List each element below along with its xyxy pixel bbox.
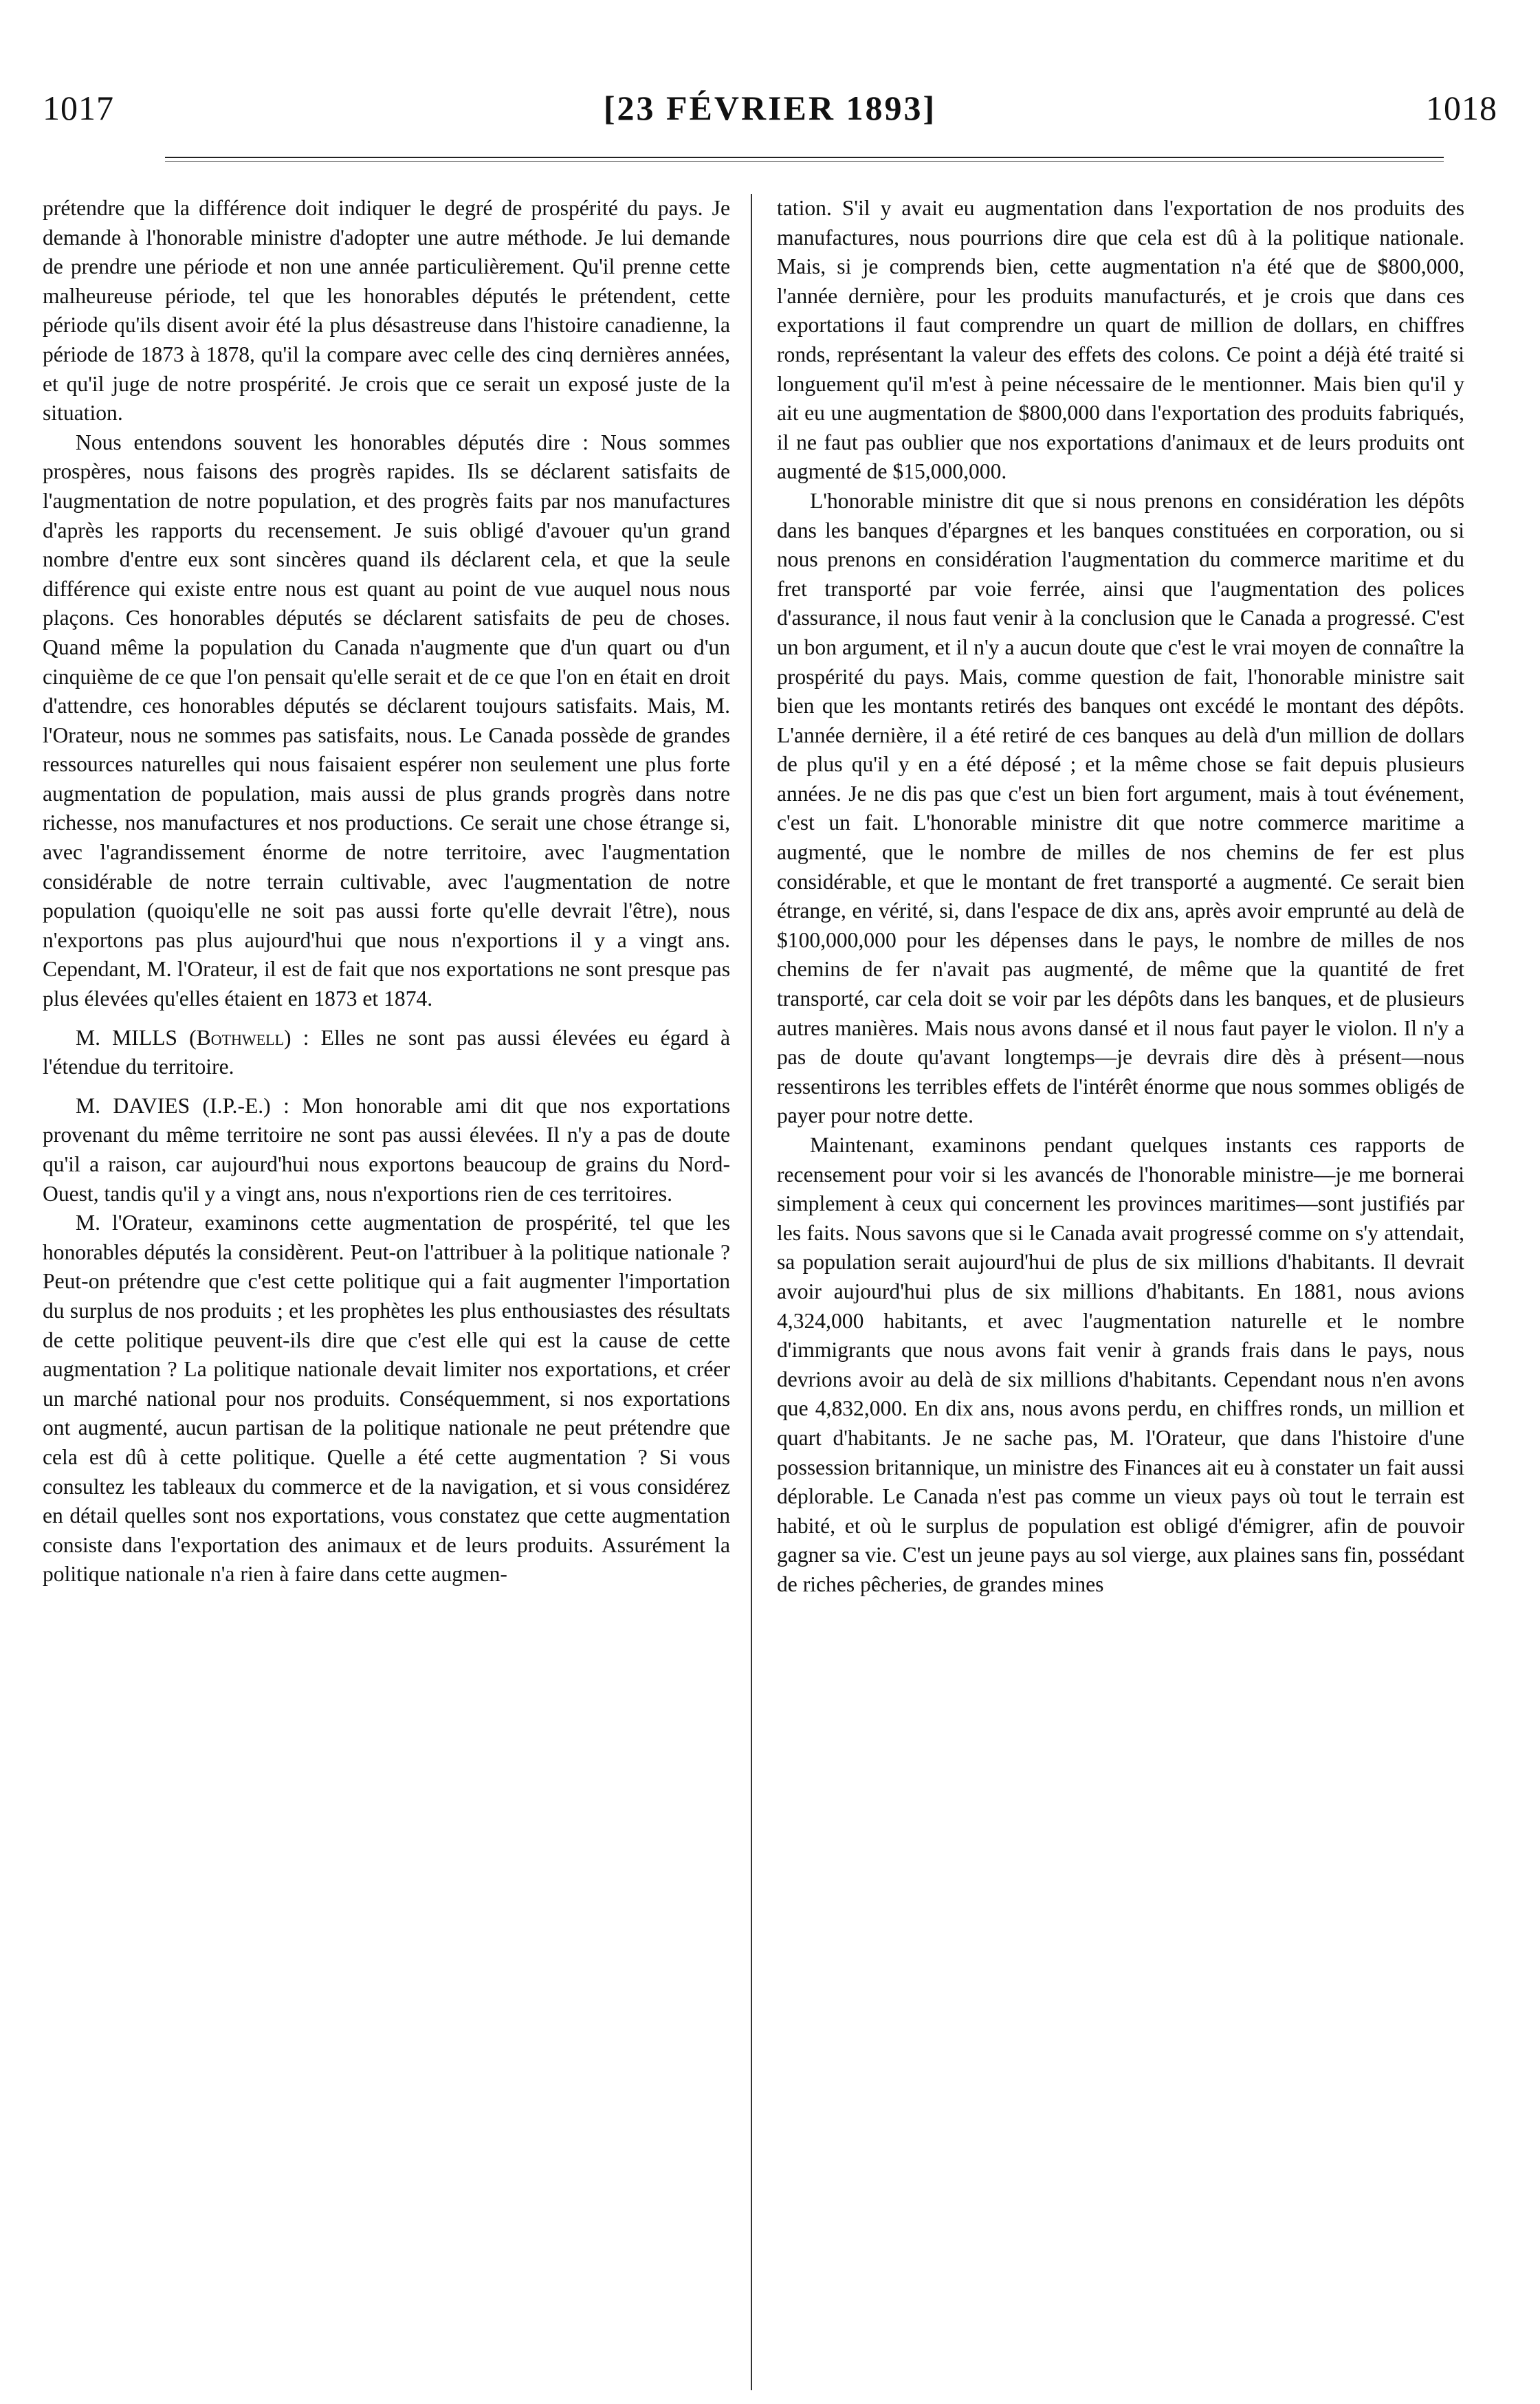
paragraph: Maintenant, examinons pendant quelques instants ces rapports de recensement pour voir si les avancés de l'honorable ministre—je me bornerai simplement à ceux qui concernent les provinces maritimes—sont justifiés par les faits. Nous savons que si le Canada avait progressé comme on s'y attendait, sa population serait aujourd'hui de plus de six millions d'habitants. Il devrait avoir aujourd'hui plus de six millions d'habitants. En 1881, nous avions 4,324,000 habitants, et avec l'augmentation naturelle et le nombre d'immigrants que nous avons fait venir à grands frais dans le pays, nous devrions avoir au delà de six millions d'habitants. Cependant nous n'en avons que 4,832,000. En dix ans, nous avons perdu, en chiffres ronds, un million et quart d'habitants. Je ne sache pas, M. l'Orateur, que dans l'histoire d'une possession britannique, un ministre des Finances ait eu à constater un fait aussi déplorable. Le Canada n'est pas comme un vieux pays où tout le terrain est habité, et où le surplus de population est obligé d'émigrer, afin de pouvoir gagner sa vie. C'est un jeune pays au sol vierge, aux plaines sans fin, possédant de riches pêcheries, de grandes mines [777,1133,1464,1596]
paragraph: M. l'Orateur, examinons cette augmentation de prospérité, tel que les honorables députés la considèrent. Peut-on l'attribuer à la politique nationale ? Peut-on prétendre que c'est cette politique qui a fait augmenter l'importation du surplus de nos produits ; et les prophètes les plus enthousiastes des résultats de cette politique peuvent-ils dire que c'est elle qui est la cause de cette augmentation ? La politique nationale devait limiter nos exportations, et créer un marché national pour nos produits. Conséquemment, si nos exportations ont augmenté, aucun partisan de la politique nationale ne peut prétendre que cela est dû à cette politique. Quelle a été cette augmentation ? Si vous consultez les tableaux du commerce et de la navigation, et si vous considérez en détail quelles sont nos exportations, vous constatez que cette augmentation consiste dans l'exportation des animaux et de leurs produits. Assurément la politique nationale n'a rien à faire dans cette augmen- [43,1211,730,1587]
speech-text: Mon honorable ami dit que nos exportations provenant du même territoire ne sont pas aussi élevées. Il n'y a pas de doute qu'il a raison, car aujourd'hui nous exportons beaucoup de grains du Nord-Ouest, tandis qu'il y a vingt ans, nous n'exportions rien de ces territoires. [43,1093,731,1206]
paragraph: prétendre que la différence doit indiquer le degré de prospérité du pays. Je demande à l'honorable ministre d'adopter une autre méthode. Je lui demande de prendre une période et non une année particulièrement. Qu'il prenne cette malheureuse période, tel que les honorables députés le prétendent, cette période qu'ils disent avoir été la plus désastreuse dans l'histoire canadienne, la période de 1873 à 1878, qu'il la compare avec celle des cinq dernières années, et qu'il juge de notre prospérité. Je crois que ce serait un exposé juste de la situation. [43,196,730,426]
speech-text: Elles ne sont pas aussi élevées eu égard à l'étendue du territoire. [43,1025,731,1079]
page-number-right: 1018 [1426,89,1497,127]
speech-paragraph [43,1024,730,1082]
page-number-left: 1017 [43,89,114,127]
right-column [777,194,1464,1600]
header-rule [165,157,1444,162]
header-date: [23 FÉVRIER 1893] [603,89,937,127]
left-column [43,194,730,1589]
paragraph: tation. S'il y avait eu augmentation dans l'exportation de nos produits des manufactures, nous pourrions dire que cela est dû à la politique nationale. Mais, si je comprends bien, cette augmentation n'a été que de $800,000, l'année dernière, pour les produits manufacturés, et je crois que dans ces exportations il faut comprendre un quart de million de dollars, en chiffres ronds, représentant la valeur des effets des colons. Ce point a déjà été traité si longuement qu'il m'est à peine nécessaire de le mentionner. Mais bien qu'il y ait eu une augmentation de $800,000 dans l'exportation des produits fabriqués, il ne faut pas oublier que nos exportations d'animaux et de leurs produits ont augmenté de $15,000,000. [777,196,1464,484]
column-divider [751,194,752,2390]
speaker-name: M. MILLS (Bothwell) : [76,1025,309,1050]
paragraph: Nous entendons souvent les honorables députés dire : Nous sommes prospères, nous faisons des progrès rapides. Ils se déclarent satisfaits de l'augmentation de notre population, et des progrès faits par nos manufactures d'après les rapports du recensement. Je suis obligé d'avouer qu'un grand nombre d'entre eux sont sincères quand ils déclarent cela, et que la seule différence qui existe entre nous est quant au point de vue auquel nous nous plaçons. Ces honorables députés se déclarent satisfaits de peu de choses. Quand même la population du Canada n'augmente que d'un quart ou d'un cinquième de ce que l'on pensait qu'elle serait et de ce que l'on en était en droit d'attendre, ces honorables députés se déclarent toujours satisfaits. Mais, M. l'Orateur, nous ne sommes pas satisfaits, nous. Le Canada possède de grandes ressources naturelles qui nous faisaient espérer non seulement une plus forte augmentation de population, mais aussi de plus grands progrès dans notre richesse, nos manufactures et nos productions. Ce serait une chose étrange si, avec l'agrandissement énorme de notre territoire, avec l'augmentation considérable de notre terrain cultivable, avec l'augmentation de notre population (quoiqu'elle ne soit pas aussi forte qu'elle devrait l'être), nous n'exportons pas plus aujourd'hui que nous n'exportions il y a vingt ans. Cependant, M. l'Orateur, il est de fait que nos exportations ne sont presque pas plus élevées qu'elles étaient en 1873 et 1874. [43,430,730,1011]
page-header [43,88,1497,136]
speaker-name: M. DAVIES (I.P.-E.) : [76,1093,289,1118]
speech-paragraph [43,1092,730,1209]
paragraph: L'honorable ministre dit que si nous prenons en considération les dépôts dans les banques d'épargnes et les banques constituées en corporation, ou si nous prenons en considération l'augmentation du commerce maritime et du fret transporté par voie ferrée, ainsi que l'augmentation des polices d'assurance, il nous faut venir à la conclusion que le Canada a progressé. C'est un bon argument, et il n'y a aucun doute que c'est le vrai moyen de connaître la prospérité du pays. Mais, comme question de fait, l'honorable ministre sait bien que les montants retirés des banques ont excédé le montant des dépôts. L'année dernière, il a été retiré de ces banques au delà d'un million de dollars de plus qu'il y en a été déposé ; et la même chose se fait depuis plusieurs années. Je ne dis pas que c'est un bien fort argument, mais à tout événement, c'est un fait. L'honorable ministre dit que notre commerce maritime a augmenté, que le nombre de milles de nos chemins de fer est plus considérable, et que le montant de fret transporté a augmenté. Ce serait bien étrange, en vérité, si, dans l'espace de dix ans, après avoir emprunté au delà de $100,000,000 pour les dépenses dans le pays, le nombre de milles de nos chemins de fer n'avait pas augmenté, de même que la quantité de fret transporté, car cela doit se voir par les dépôts dans les banques, et de plusieurs autres manières. Mais nous avons dansé et il nous faut payer le violon. Il n'y a pas de doute qu'avant longtemps—je devrais dire dès à présent—nous ressentirons les terribles effets de l'intérêt énorme que nous sommes obligés de payer pour notre dette. [777,488,1464,1128]
